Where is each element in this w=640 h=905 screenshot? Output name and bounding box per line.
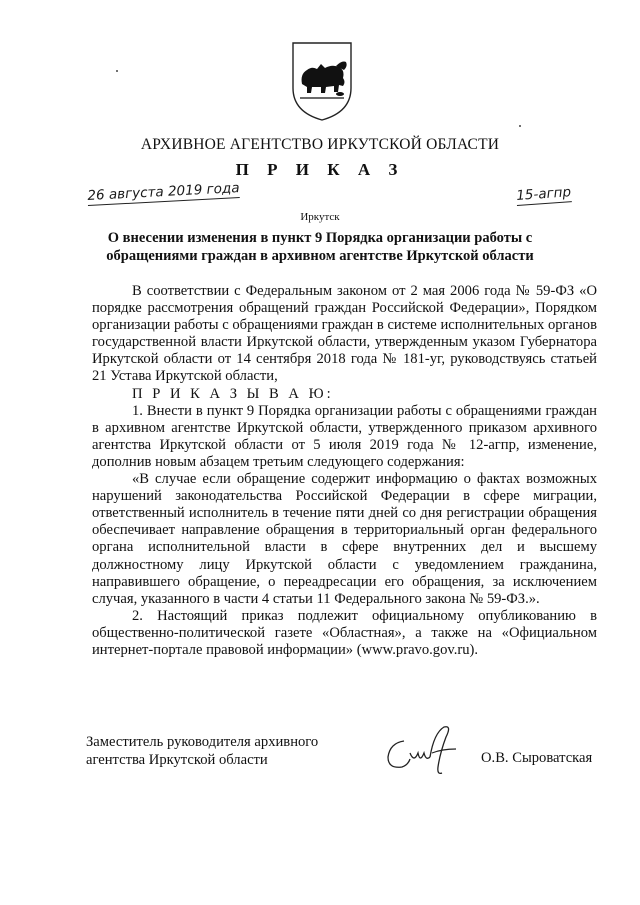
- document-type-title: П Р И К А З: [235, 160, 405, 179]
- order-word: П Р И К А З Ы В А Ю:: [132, 385, 334, 402]
- item-1-paragraph: 1. Внести в пункт 9 Порядка организации работы с обращениями граждан в архивном агентстве Иркутской области, утвержденного приказом архивного агентства Иркутской области от 5 июля 2019 года № 12-агпр, изменение, дополнив новым абзацем третьим следующего содержания:: [92, 402, 597, 470]
- preamble-paragraph: В соответствии с Федеральным законом от 2 мая 2006 года № 59-ФЗ «О порядке рассмотрения обращений граждан Российской Федерации», Порядком организации работы с обращениями граждан в системе исполнительных органов государственной власти Иркутской области, утвержденным указом Губернатора Иркутской области от 14 сентября 2018 года № 181-уг, руководствуясь статьей 21 Устава Иркутской области,: [92, 283, 597, 385]
- handwritten-date: 26 августа 2019 года: [87, 180, 240, 205]
- order-heading-line: обращениями граждан в архивном агентстве Иркутской области: [106, 248, 534, 264]
- agency-name: АРХИВНОЕ АГЕНТСТВО ИРКУТСКОЙ ОБЛАСТИ: [140, 136, 500, 153]
- handwritten-signature: [382, 723, 472, 779]
- item-2-paragraph: 2. Настоящий приказ подлежит официальному опубликованию в общественно-политической газете «Областная», а также на «Официальном интернет-портале правовой информации» (www.pravo.gov.ru).: [92, 607, 597, 658]
- order-heading-line: О внесении изменения в пункт 9 Порядка организации работы с: [107, 230, 533, 246]
- scan-dot: [519, 125, 521, 127]
- order-heading: [100, 229, 540, 265]
- city-label: Иркутск: [300, 211, 340, 223]
- signer-name: О.В. Сыроватская: [481, 750, 593, 766]
- quoted-amendment-paragraph: «В случае если обращение содержит информацию о фактах возможных нарушений законодательства Российской Федерации в сфере миграции, ответственный исполнитель в течение пяти дней со дня регистрации обращения обеспечивает направление обращения в территориальный орган федерального органа исполнительной власти в сфере внутренних дел и высшему должностному лицу Иркутской области с уведомлением гражданина, направившего обращение, о переадресации его обращения, за исключением случая, указанного в части 4 статьи 11 Федерального закона № 59-ФЗ.».: [92, 471, 597, 607]
- handwritten-order-number: 15-агпр: [515, 184, 572, 205]
- scan-dot: [116, 70, 118, 72]
- coat-of-arms-emblem: [290, 40, 354, 122]
- signer-position: [86, 734, 356, 769]
- signer-position-line: агентства Иркутской области: [86, 751, 268, 768]
- order-body: [92, 283, 597, 659]
- signer-position-line: Заместитель руководителя архивного: [86, 734, 319, 750]
